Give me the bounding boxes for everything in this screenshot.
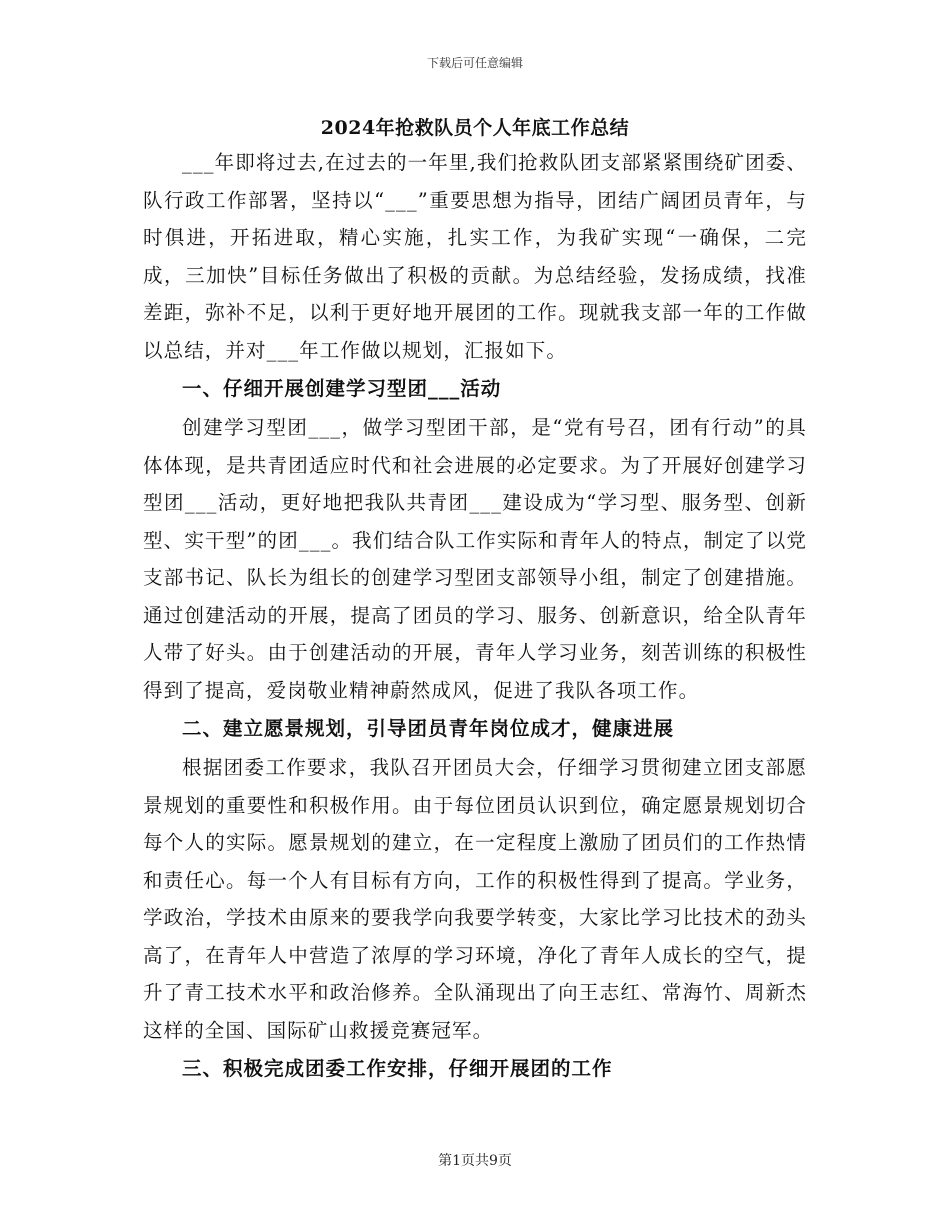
page-number: 第1页共9页 <box>438 1153 512 1169</box>
section-heading-1: 一、仔细开展创建学习型团___活动 <box>182 377 502 400</box>
document-title: 2024年抢救队员个人年底工作总结 <box>320 117 630 139</box>
section-body-2: 根据团委工作要求，我队召开团员大会，仔细学习贯彻建立团支部愿景规划的重要性和积极作用。由于每位团员认识到位，确定愿景规划切合每个人的实际。愿景规划的建立，在一定程度上激励了团员们的工作热情和责任心。每一个人有目标有方向，工作的积极性得到了提高。学业务，学政治，学技术由原来的要我学向我要学转变，大家比学习比技术的劲头高了，在青年人中营造了浓厚的学习环境，净化了青年人成长的空气，提升了青工技术水平和政治修养。全队涌现出了向王志红、常海竹、周新杰这样的全国、国际矿山救援竞赛冠军。 <box>143 756 807 1042</box>
section-body-1: 创建学习型团___，做学习型团干部，是“党有号召，团有行动”的具体体现，是共青团适应时代和社会进展的必定要求。为了开展好创建学习型团___活动，更好地把我队共青团___建设成为“学习型、服务型、创新型、实干型”的团___。我们结合队工作实际和青年人的特点，制定了以党支部书记、队长为组长的创建学习型团支部领导小组，制定了创建措施。通过创建活动的开展，提高了团员的学习、服务、创新意识，给全队青年人带了好头。由于创建活动的开展，青年人学习业务，刻苦训练的积极性得到了提高，爱岗敬业精神蔚然成风，促进了我队各项工作。 <box>143 416 807 702</box>
section-heading-2: 二、建立愿景规划，引导团员青年岗位成才，健康进展 <box>182 717 675 740</box>
intro-paragraph: ___年即将过去,在过去的一年里,我们抢救队团支部紧紧围绕矿团委、队行政工作部署，坚持以“___”重要思想为指导，团结广阔团员青年，与时俱进，开拓进取，精心实施，扎实工作，为我矿实现“一确保，二完成，三加快”目标任务做出了积极的贡献。为总结经验，发扬成绩，找准差距，弥补不足，以利于更好地开展团的工作。现就我支部一年的工作做以总结，并对___年工作做以规划，汇报如下。 <box>143 151 807 362</box>
header-note: 下载后可任意编辑 <box>426 56 523 70</box>
section-heading-3: 三、积极完成团委工作安排，仔细开展团的工作 <box>182 1057 613 1080</box>
document-body <box>143 112 807 1089</box>
